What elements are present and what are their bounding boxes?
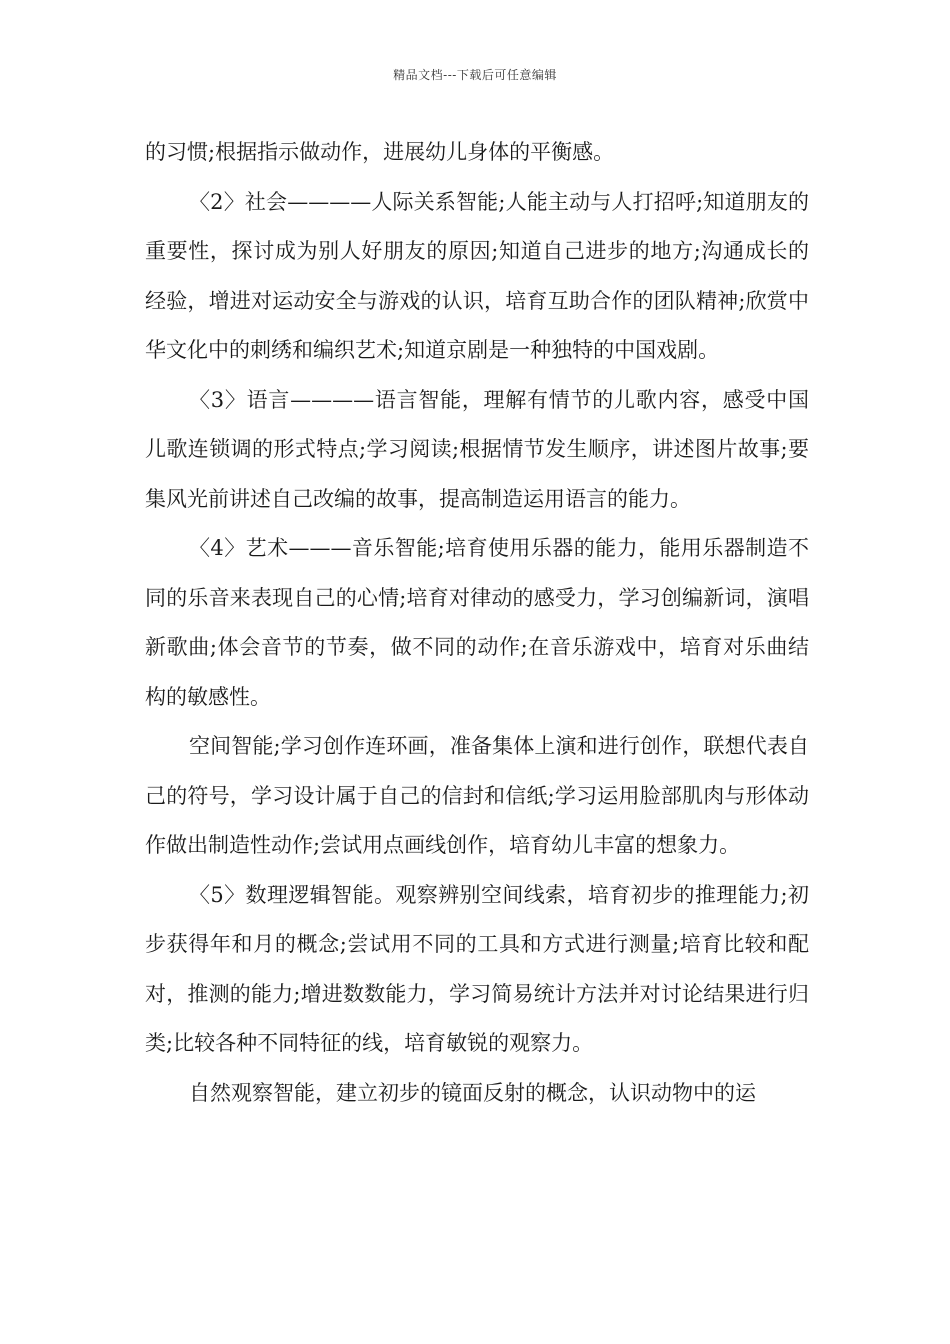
paragraph-nature: 自然观察智能，建立初步的镜面反射的概念，认识动物中的运 bbox=[189, 1080, 756, 1105]
paragraph-language: 〈3〉语言————语言智能，理解有情节的儿歌内容，感受中国儿歌连锁调的形式特点;学习阅读;根据情节发生顺序，讲述图片故事;要集风光前讲述自己改编的故事，提高制造运用语言的能力。 bbox=[145, 387, 809, 511]
paragraph-spatial: 空间智能;学习创作连环画，准备集体上演和进行创作，联想代表自己的符号，学习设计属于自己的信封和信纸;学习运用脸部肌肉与形体动作做出制造性动作;尝试用点画线创作，培育幼儿丰富的想象力。 bbox=[145, 734, 809, 857]
document-body bbox=[145, 128, 809, 1118]
page-header: 精品文档---下载后可任意编辑 bbox=[393, 68, 557, 82]
paragraph-social: 〈2〉社会————人际关系智能;人能主动与人打招呼;知道朋友的重要性，探讨成为别人好朋友的原因;知道自己进步的地方;沟通成长的经验，增进对运动安全与游戏的认识，培育互助合作的团队精神;欣赏中华文化中的刺绣和编织艺术;知道京剧是一种独特的中国戏剧。 bbox=[145, 189, 809, 362]
paragraph-logic: 〈5〉数理逻辑智能。观察辨别空间线索，培育初步的推理能力;初步获得年和月的概念;尝试用不同的工具和方式进行测量;培育比较和配对，推测的能力;增进数数能力，学习简易统计方法并对讨论结果进行归类;比较各种不同特征的线，培育敏锐的观察力。 bbox=[145, 882, 809, 1055]
paragraph-continuation: 的习惯;根据指示做动作，进展幼儿身体的平衡感。 bbox=[145, 140, 615, 164]
paragraph-art: 〈4〉艺术———音乐智能;培育使用乐器的能力，能用乐器制造不同的乐音来表现自己的心情;培育对律动的感受力，学习创编新词，演唱新歌曲;体会音节的节奏，做不同的动作;在音乐游戏中，培育对乐曲结构的敏感性。 bbox=[145, 536, 809, 709]
